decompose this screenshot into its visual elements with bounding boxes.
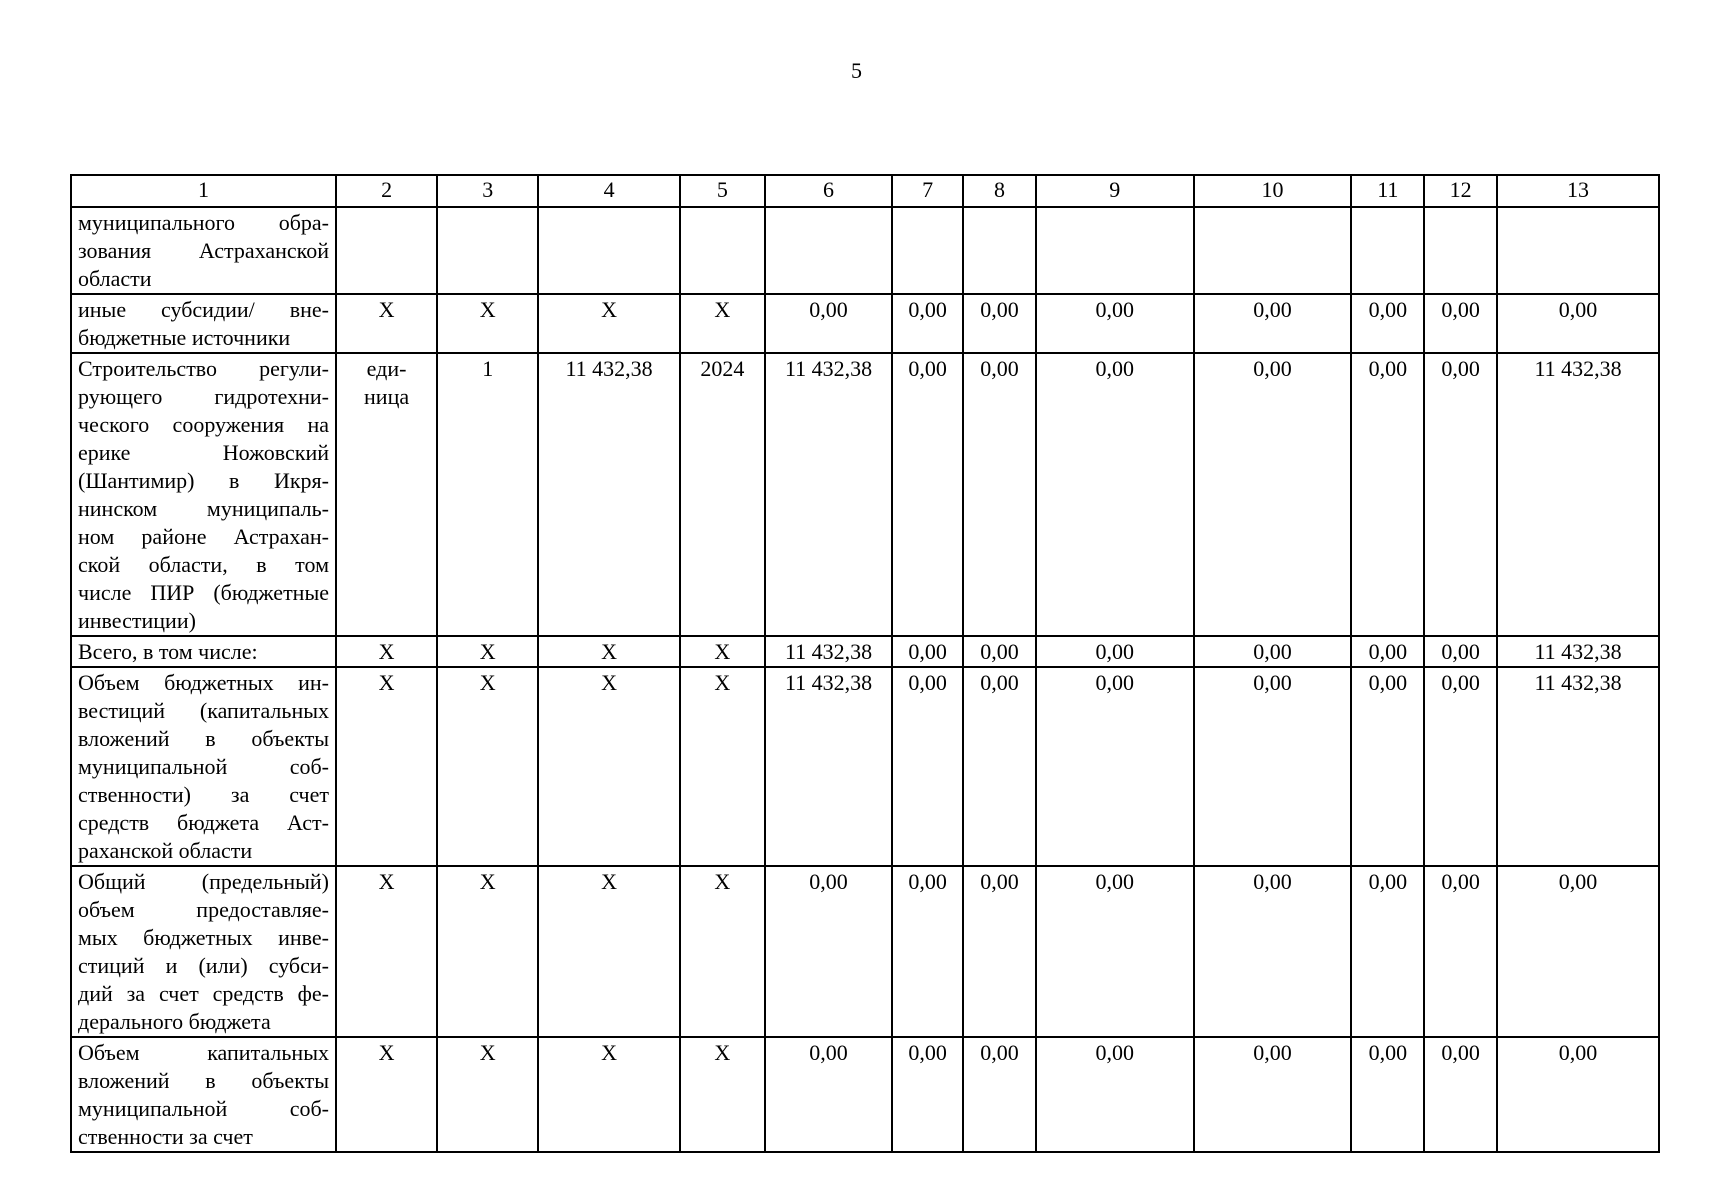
row-description-line: зования Астраханской [78, 238, 329, 263]
table-cell: X [336, 667, 437, 866]
row-description-line: иные субсидии/ вне- [78, 297, 329, 322]
table-cell [892, 207, 963, 294]
row-description-line: вложений в объекты [78, 1068, 329, 1093]
table-cell: X [680, 294, 765, 353]
table-cell: 0,00 [1036, 866, 1194, 1037]
table-cell: 0,00 [892, 636, 963, 667]
row-description-line: мых бюджетных инве- [78, 925, 329, 950]
table-cell: X [538, 1037, 680, 1152]
table-cell: 0,00 [1194, 294, 1352, 353]
row-description-line: дерального бюджета [78, 1009, 271, 1034]
row-description-line: Всего, в том числе: [78, 639, 258, 664]
row-description-line: ческого сооружения на [78, 412, 329, 437]
table-cell: 0,00 [1424, 636, 1497, 667]
row-description-line: ном районе Астрахан- [78, 524, 329, 549]
table-cell: X [538, 636, 680, 667]
table-cell [437, 207, 538, 294]
table-cell: 0,00 [1424, 866, 1497, 1037]
table-cell: 11 432,38 [1497, 353, 1659, 636]
table-cell [1036, 207, 1194, 294]
table-cell: X [538, 294, 680, 353]
table-row [71, 866, 1659, 1037]
table-cell: 0,00 [892, 294, 963, 353]
row-description-cell [71, 636, 336, 667]
table-cell: 0,00 [1424, 294, 1497, 353]
table-cell: 0,00 [1036, 667, 1194, 866]
table-cell: 0,00 [1351, 353, 1424, 636]
row-description-cell [71, 207, 336, 294]
row-description-line: муниципальной соб- [78, 754, 329, 779]
row-description-line: бюджетные источники [78, 325, 291, 350]
table-row [71, 1037, 1659, 1152]
row-description-line: Общий (предельный) [78, 869, 329, 894]
table-cell: X [680, 866, 765, 1037]
column-header: 8 [963, 175, 1036, 207]
table-row [71, 667, 1659, 866]
table-cell: 0,00 [1497, 294, 1659, 353]
table-cell: 2024 [680, 353, 765, 636]
table-cell: 0,00 [892, 353, 963, 636]
table-cell: 0,00 [1424, 353, 1497, 636]
table-cell: 0,00 [1036, 353, 1194, 636]
table-cell: 0,00 [1194, 866, 1352, 1037]
table-cell: 0,00 [765, 294, 892, 353]
table-cell: 0,00 [1036, 294, 1194, 353]
column-header: 12 [1424, 175, 1497, 207]
row-description-line: дий за счет средств фе- [78, 981, 329, 1006]
column-header: 9 [1036, 175, 1194, 207]
column-header: 2 [336, 175, 437, 207]
table-header-row [71, 175, 1659, 207]
table-cell: 0,00 [1351, 294, 1424, 353]
row-description-line: средств бюджета Аст- [78, 810, 329, 835]
row-description-line: области [78, 266, 152, 291]
table-cell: 0,00 [1351, 667, 1424, 866]
table-cell: 11 432,38 [1497, 636, 1659, 667]
table-cell [765, 207, 892, 294]
table-cell: 11 432,38 [765, 667, 892, 866]
column-header: 13 [1497, 175, 1659, 207]
table-cell [336, 207, 437, 294]
row-description-line: Строительство регули- [78, 356, 329, 381]
table-cell: 0,00 [1351, 1037, 1424, 1152]
table-cell: X [437, 294, 538, 353]
table-cell: 0,00 [1194, 667, 1352, 866]
table-cell: X [437, 1037, 538, 1152]
row-description-line: Объем капитальных [78, 1040, 329, 1065]
table-cell [538, 207, 680, 294]
table-cell: 0,00 [963, 636, 1036, 667]
table-cell [1351, 207, 1424, 294]
row-description-line: числе ПИР (бюджетные [78, 580, 329, 605]
table-cell: 0,00 [963, 294, 1036, 353]
table-cell: 0,00 [765, 866, 892, 1037]
table-row [71, 353, 1659, 636]
row-description-cell [71, 667, 336, 866]
row-description-line: ской области, в том [78, 552, 329, 577]
table-cell: 0,00 [963, 1037, 1036, 1152]
row-description-line: (Шантимир) в Икря- [78, 468, 329, 493]
table-cell: 0,00 [963, 667, 1036, 866]
column-header: 5 [680, 175, 765, 207]
table-row [71, 636, 1659, 667]
row-description-line: Объем бюджетных ин- [78, 670, 329, 695]
table-cell [963, 207, 1036, 294]
column-header: 6 [765, 175, 892, 207]
table-row [71, 207, 1659, 294]
table-cell: 11 432,38 [538, 353, 680, 636]
row-description-line: рующего гидротехни- [78, 384, 329, 409]
row-description-line: раханской области [78, 838, 253, 863]
table-cell: 0,00 [1351, 636, 1424, 667]
table-cell [1424, 207, 1497, 294]
table-cell: 0,00 [1036, 636, 1194, 667]
column-header: 10 [1194, 175, 1352, 207]
table-cell: 0,00 [1424, 667, 1497, 866]
table-cell: X [336, 636, 437, 667]
column-header: 4 [538, 175, 680, 207]
table-cell: 11 432,38 [765, 636, 892, 667]
table-cell: X [437, 636, 538, 667]
row-description-line: объем предоставляе- [78, 897, 329, 922]
table-cell: 0,00 [892, 667, 963, 866]
table-cell: X [680, 636, 765, 667]
table-row [71, 294, 1659, 353]
table-cell: еди- ница [336, 353, 437, 636]
table-cell: 0,00 [1194, 1037, 1352, 1152]
table-cell: 0,00 [1194, 636, 1352, 667]
table-cell: 0,00 [1351, 866, 1424, 1037]
table-body [71, 207, 1659, 1152]
row-description-line: ственности) за счет [78, 782, 329, 807]
row-description-line: инвестиции) [78, 608, 196, 633]
row-description-line: муниципального обра- [78, 210, 329, 235]
row-description-line: ственности за счет [78, 1124, 253, 1149]
row-description-line: вестиций (капитальных [78, 698, 329, 723]
table-cell: X [680, 1037, 765, 1152]
table-cell: X [538, 866, 680, 1037]
table-cell: 11 432,38 [765, 353, 892, 636]
table-cell [1194, 207, 1352, 294]
table-cell: X [336, 294, 437, 353]
table-cell: 0,00 [963, 353, 1036, 636]
column-header: 7 [892, 175, 963, 207]
table-cell [1497, 207, 1659, 294]
row-description-line: вложений в объекты [78, 726, 329, 751]
row-description-line: муниципальной соб- [78, 1096, 329, 1121]
row-description-cell [71, 1037, 336, 1152]
row-description-line: нинском муниципаль- [78, 496, 329, 521]
table-cell: 0,00 [892, 866, 963, 1037]
table-cell: X [538, 667, 680, 866]
page-number: 5 [851, 58, 862, 83]
row-description-cell [71, 866, 336, 1037]
column-header: 1 [71, 175, 336, 207]
table-cell: 0,00 [963, 866, 1036, 1037]
table-cell: 1 [437, 353, 538, 636]
table-cell: 11 432,38 [1497, 667, 1659, 866]
table-cell: 0,00 [1036, 1037, 1194, 1152]
table-cell: 0,00 [1497, 1037, 1659, 1152]
table-cell: X [336, 866, 437, 1037]
table-cell: X [336, 1037, 437, 1152]
column-header: 11 [1351, 175, 1424, 207]
column-header: 3 [437, 175, 538, 207]
table-cell: 0,00 [1497, 866, 1659, 1037]
table-cell: 0,00 [765, 1037, 892, 1152]
data-table [70, 174, 1660, 1153]
table-cell [680, 207, 765, 294]
table-cell: X [437, 667, 538, 866]
table-cell: 0,00 [1194, 353, 1352, 636]
row-description-line: стиций и (или) субси- [78, 953, 329, 978]
row-description-line: ерике Ножовский [78, 440, 329, 465]
table-cell: X [680, 667, 765, 866]
table-cell: 0,00 [1424, 1037, 1497, 1152]
row-description-cell [71, 353, 336, 636]
table-cell: 0,00 [892, 1037, 963, 1152]
row-description-cell [71, 294, 336, 353]
table-cell: X [437, 866, 538, 1037]
